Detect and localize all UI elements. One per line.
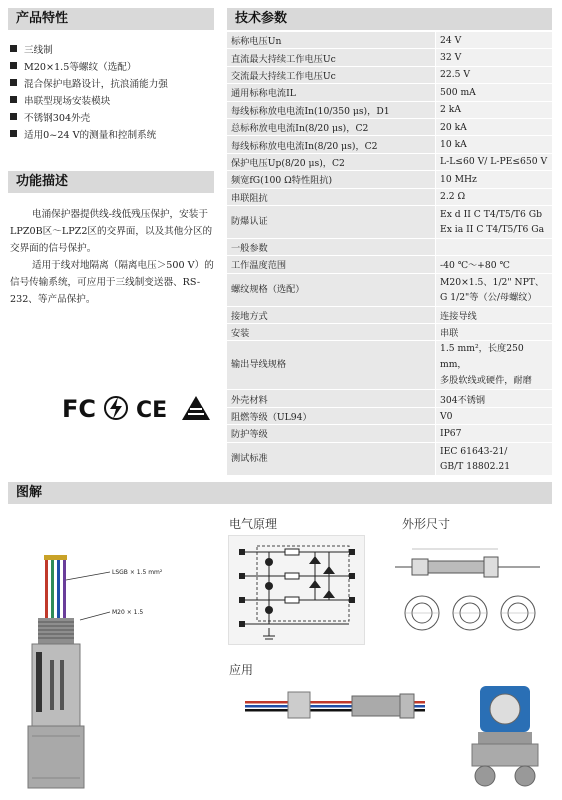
spec-label: 输出导线规格 — [227, 341, 436, 390]
features-header: 产品特性 — [8, 8, 214, 30]
feature-item: M20×1.5等螺纹（选配） — [10, 57, 215, 74]
spec-label: 直流最大持续工作电压Uc — [227, 49, 436, 66]
surge-protector-body — [352, 696, 400, 716]
spec-label: 频宽fG(100 Ω特性阻抗) — [227, 171, 436, 188]
spec-value: IP67 — [436, 425, 553, 442]
spec-label: 阻燃等级（UL94） — [227, 407, 436, 424]
feature-item: 串联型现场安装模块 — [10, 91, 215, 108]
table-row — [227, 32, 552, 49]
spec-value: Ex d II C T4/T5/T6 Gb Ex ia II C T4/T5/T6 Ga — [436, 205, 553, 238]
spec-value: 2 kA — [436, 101, 553, 118]
table-row — [227, 324, 552, 341]
ce-logo-icon: CE — [136, 398, 168, 423]
lightning-bolt-icon — [105, 397, 127, 419]
spec-value: 500 mA — [436, 84, 553, 101]
spec-value: 24 V — [436, 32, 553, 49]
product-photo — [10, 540, 210, 795]
table-row — [227, 442, 552, 475]
feature-item: 不锈钢304外壳 — [10, 108, 215, 125]
bullet-square-icon — [10, 113, 17, 120]
diagrams-header: 图解 — [8, 482, 552, 504]
spec-label: 一般参数 — [227, 238, 436, 255]
spec-label: 测试标准 — [227, 442, 436, 475]
spec-value: IEC 61643-21/ GB/T 18802.21 — [436, 442, 553, 475]
table-row — [227, 407, 552, 424]
table-row — [227, 306, 552, 323]
spec-label: 每线标称放电电流In(10/350 μs)，D1 — [227, 101, 436, 118]
table-row — [227, 66, 552, 83]
table-row — [227, 256, 552, 273]
coupler — [288, 692, 310, 718]
spec-value: 32 V — [436, 49, 553, 66]
feature-item: 适用0~24 V的测量和控制系统 — [10, 125, 215, 142]
table-row — [227, 425, 552, 442]
table-row — [227, 49, 552, 66]
table-row — [227, 136, 552, 153]
bullet-square-icon — [10, 130, 17, 137]
spec-value: 10 kA — [436, 136, 553, 153]
function-header: 功能描述 — [8, 171, 214, 193]
spec-value: 2.2 Ω — [436, 188, 553, 205]
feature-list — [10, 40, 215, 142]
thread-spec-label: M20 × 1.5 — [112, 609, 144, 616]
spec-label: 总标称放电电流In(8/20 μs)，C2 — [227, 118, 436, 135]
spec-label: 每线标称放电电流In(8/20 μs)，C2 — [227, 136, 436, 153]
table-row — [227, 118, 552, 135]
transmitter-icon — [472, 686, 538, 786]
spec-value: M20×1.5、1/2" NPT、 G 1/2"等（公/母螺纹） — [436, 273, 553, 306]
bullet-square-icon — [10, 96, 17, 103]
application-photo — [240, 680, 552, 795]
spec-value: 串联 — [436, 324, 553, 341]
certification-logos — [60, 393, 220, 423]
spec-label: 防爆认证 — [227, 205, 436, 238]
electrical-label: 电气原理 — [229, 517, 278, 531]
spec-label: 螺纹规格（选配） — [227, 273, 436, 306]
bullet-square-icon — [10, 45, 17, 52]
spec-value: 304不锈钢 — [436, 390, 553, 407]
feature-item: 混合保护电路设计，抗浪涌能力强 — [10, 74, 215, 91]
spec-value: 22.5 V — [436, 66, 553, 83]
table-row — [227, 273, 552, 306]
bullet-square-icon — [10, 79, 17, 86]
spec-label: 交流最大持续工作电压Uc — [227, 66, 436, 83]
spec-label: 标称电压Un — [227, 32, 436, 49]
electrical-schematic — [228, 535, 365, 645]
side-view — [395, 549, 540, 577]
function-paragraph: 电涌保护器提供线-线低残压保护，安装于LPZ0B区～LPZ2区的交界面，以及其他分区的交界面的信号保护。 — [10, 209, 213, 254]
spec-label: 保护电压Up(8/20 μs)，C2 — [227, 153, 436, 170]
spec-label: 串联阻抗 — [227, 188, 436, 205]
ex-certification-icon — [182, 396, 210, 420]
bullet-square-icon — [10, 62, 17, 69]
spec-value: 20 kA — [436, 118, 553, 135]
end-views — [404, 596, 536, 630]
spec-value: -40 ℃～+80 ℃ — [436, 256, 553, 273]
spec-value: 10 MHz — [436, 171, 553, 188]
spec-value — [436, 238, 553, 255]
spec-value: V0 — [436, 407, 553, 424]
dimension-drawing — [390, 535, 550, 645]
table-row — [227, 205, 552, 238]
table-row — [227, 341, 552, 390]
dimensions-label: 外形尺寸 — [402, 517, 451, 531]
wire-bundle-icon — [44, 555, 67, 618]
spec-value: L-L≤60 V/ L-PE≤650 V — [436, 153, 553, 170]
table-row — [227, 84, 552, 101]
function-description — [10, 206, 214, 308]
hex-nut — [28, 726, 84, 788]
spec-label: 工作温度范围 — [227, 256, 436, 273]
specs-header: 技术参数 — [227, 8, 552, 30]
spec-value: 连接导线 — [436, 306, 553, 323]
spec-label: 防护等级 — [227, 425, 436, 442]
spec-value: 1.5 mm²，长度250 mm， 多股软线或硬件，耐磨 — [436, 341, 553, 390]
spec-table — [227, 32, 552, 476]
table-row — [227, 238, 552, 255]
function-paragraph: 适用于线对地隔离（隔离电压＞500 V）的信号传输系统，可应用于三线制变送器、RS-232、等产品保护。 — [10, 260, 214, 305]
table-row — [227, 171, 552, 188]
spec-label: 外壳材料 — [227, 390, 436, 407]
table-row — [227, 101, 552, 118]
fcc-logo-icon: FC — [62, 395, 97, 423]
spec-label: 接地方式 — [227, 306, 436, 323]
table-row — [227, 153, 552, 170]
table-row — [227, 188, 552, 205]
table-row — [227, 390, 552, 407]
spec-label: 通用标称电流IL — [227, 84, 436, 101]
feature-item: 三线制 — [10, 40, 215, 57]
application-label: 应用 — [229, 663, 254, 677]
wire-spec-label: LSGB × 1.5 mm² — [112, 569, 163, 576]
spec-label: 安装 — [227, 324, 436, 341]
